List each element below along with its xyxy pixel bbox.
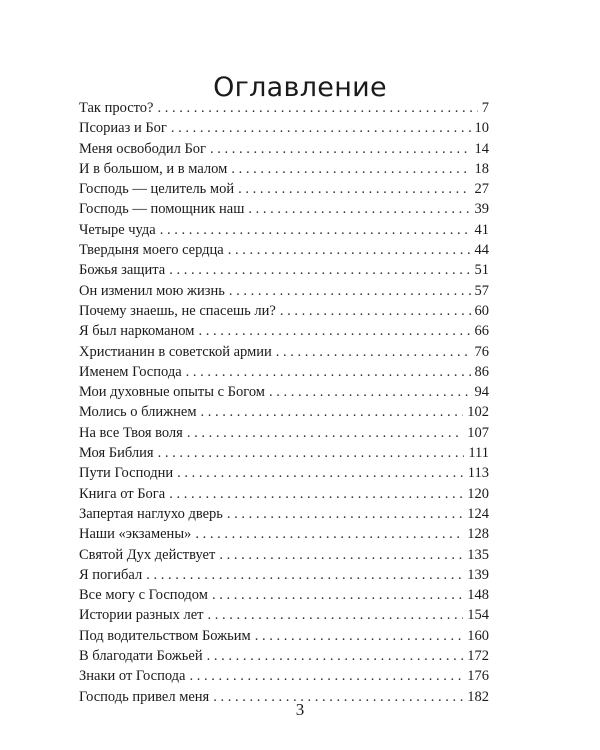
toc-entry-title: Пути Господни	[79, 465, 174, 482]
dot-leader	[158, 443, 465, 463]
toc-entry	[79, 402, 489, 422]
dot-leader	[177, 463, 464, 483]
toc-entry-page: 39	[474, 201, 489, 218]
toc-entry-title: Я был наркоманом	[79, 323, 195, 340]
toc-entry-page: 66	[474, 323, 489, 340]
dot-leader	[171, 118, 471, 138]
toc-entry	[79, 301, 489, 321]
toc-entry	[79, 423, 489, 443]
dot-leader	[169, 484, 463, 504]
toc-entry-title: Именем Господа	[79, 363, 182, 380]
dot-leader	[219, 545, 463, 565]
toc-entry-title: Святой Дух действует	[79, 546, 216, 563]
dot-leader	[158, 98, 478, 118]
toc-entry-title: Четыре чуда	[79, 221, 156, 238]
toc-entry	[79, 443, 489, 463]
toc-entry-title: Так просто?	[79, 100, 154, 116]
toc-entry-page: 160	[467, 627, 489, 644]
toc-entry	[79, 240, 489, 260]
dot-leader	[248, 199, 470, 219]
dot-leader	[187, 423, 463, 443]
toc-entry-title: И в большом, и в малом	[79, 160, 228, 177]
dot-leader	[207, 646, 464, 666]
toc-entry-title: Я погибал	[79, 566, 143, 583]
toc-entry-title: Под водительством Божьим	[79, 627, 251, 644]
toc-entry-page: 128	[467, 526, 489, 543]
toc-entry	[79, 545, 489, 565]
toc-entry-title: Моя Библия	[79, 445, 154, 462]
toc-entry-title: Псориаз и Бог	[79, 120, 167, 137]
toc-entry-page: 182	[467, 688, 489, 705]
toc-entry-page: 60	[474, 302, 489, 319]
toc-entry-title: На все Твоя воля	[79, 424, 183, 441]
toc-entry-page: 176	[467, 668, 489, 685]
dot-leader	[238, 179, 470, 199]
toc-entry-title: Господь — помощник наш	[79, 201, 245, 218]
toc-entry-page: 76	[474, 343, 489, 360]
toc-entry	[79, 484, 489, 504]
dot-leader	[212, 585, 463, 605]
toc-entry	[79, 342, 489, 362]
toc-entry-title: Господь привел меня	[79, 688, 210, 705]
toc-entry	[79, 382, 489, 402]
toc-entry-title: Книга от Бога	[79, 485, 166, 502]
toc-entry	[79, 524, 489, 544]
dot-leader	[146, 565, 463, 585]
dot-leader	[198, 321, 470, 341]
toc-entry	[79, 463, 489, 483]
toc-entry-page: 27	[474, 181, 489, 198]
page-title: Оглавление	[213, 72, 387, 104]
toc-entry-title: Знаки от Господа	[79, 668, 186, 685]
toc-entry-title: Наши «экзамены»	[79, 526, 192, 543]
page-number: 3	[295, 700, 305, 719]
dot-leader	[228, 240, 471, 260]
toc-entry-page: 57	[474, 282, 489, 299]
toc-entry-page: 154	[467, 607, 489, 624]
toc-entry-title: Христианин в советской армии	[79, 343, 272, 360]
toc-entry-page: 7	[481, 100, 489, 116]
toc-entry-page: 139	[467, 566, 489, 583]
dot-leader	[227, 504, 463, 524]
toc-entry-page: 18	[474, 160, 489, 177]
dot-leader	[189, 666, 463, 686]
toc-entry-title: Мои духовные опыты с Богом	[79, 384, 265, 401]
toc-entry	[79, 626, 489, 646]
toc-entry	[79, 260, 489, 280]
toc-entry	[79, 139, 489, 159]
toc-entry-title: Молись о ближнем	[79, 404, 197, 421]
toc-entry	[79, 159, 489, 179]
toc-entry	[79, 666, 489, 686]
toc-entry	[79, 585, 489, 605]
toc-entry	[79, 118, 489, 138]
dot-leader	[280, 301, 471, 321]
toc-entry-page: 113	[467, 465, 489, 482]
dot-leader	[186, 362, 471, 382]
dot-leader	[195, 524, 463, 544]
dot-leader	[160, 220, 471, 240]
toc-entry-title: В благодати Божьей	[79, 648, 203, 665]
toc-entry	[79, 605, 489, 625]
toc-entry	[79, 504, 489, 524]
toc-entry-page: 14	[474, 140, 489, 157]
dot-leader	[229, 281, 471, 301]
toc-entry-title: Твердыня моего сердца	[79, 242, 224, 259]
toc-entry-page: 120	[467, 485, 489, 502]
toc-entry	[79, 565, 489, 585]
dot-leader	[276, 342, 471, 362]
toc-entry-page: 172	[467, 648, 489, 665]
toc-entry-title: Запертая наглухо дверь	[79, 505, 223, 522]
toc-entry-page: 107	[467, 424, 489, 441]
toc-entry-page: 44	[474, 242, 489, 259]
toc-entry-page: 135	[467, 546, 489, 563]
toc-entry-page: 111	[468, 445, 489, 462]
toc-entry	[79, 321, 489, 341]
toc-entry	[79, 220, 489, 240]
dot-leader	[255, 626, 464, 646]
toc-entry	[79, 281, 489, 301]
dot-leader	[210, 139, 471, 159]
toc-entry-page: 41	[474, 221, 489, 238]
dot-leader	[269, 382, 471, 402]
toc-entry-title: Господь — целитель мой	[79, 181, 235, 198]
toc-entry-page: 124	[467, 505, 489, 522]
toc-entry-page: 86	[474, 363, 489, 380]
toc-entry-page: 102	[467, 404, 489, 421]
toc-entry-page: 94	[474, 384, 489, 401]
dot-leader	[208, 605, 464, 625]
dot-leader	[169, 260, 470, 280]
toc-entry-page: 148	[467, 587, 489, 604]
dot-leader	[201, 402, 464, 422]
dot-leader	[231, 159, 470, 179]
toc-entry	[79, 362, 489, 382]
toc-entry	[79, 179, 489, 199]
toc-entry-page: 51	[474, 262, 489, 279]
toc-entry-title: Божья защита	[79, 262, 166, 279]
toc-entry-page: 10	[474, 120, 489, 137]
toc-entry	[79, 646, 489, 666]
toc-entry-title: Он изменил мою жизнь	[79, 282, 225, 299]
toc-entry-title: Все могу с Господом	[79, 587, 208, 604]
table-of-contents	[79, 98, 489, 707]
toc-entry-title: Почему знаешь, не спасешь ли?	[79, 302, 276, 319]
toc-entry	[79, 199, 489, 219]
toc-entry-title: Меня освободил Бог	[79, 140, 206, 157]
toc-entry-title: Истории разных лет	[79, 607, 204, 624]
toc-entry	[79, 98, 489, 118]
